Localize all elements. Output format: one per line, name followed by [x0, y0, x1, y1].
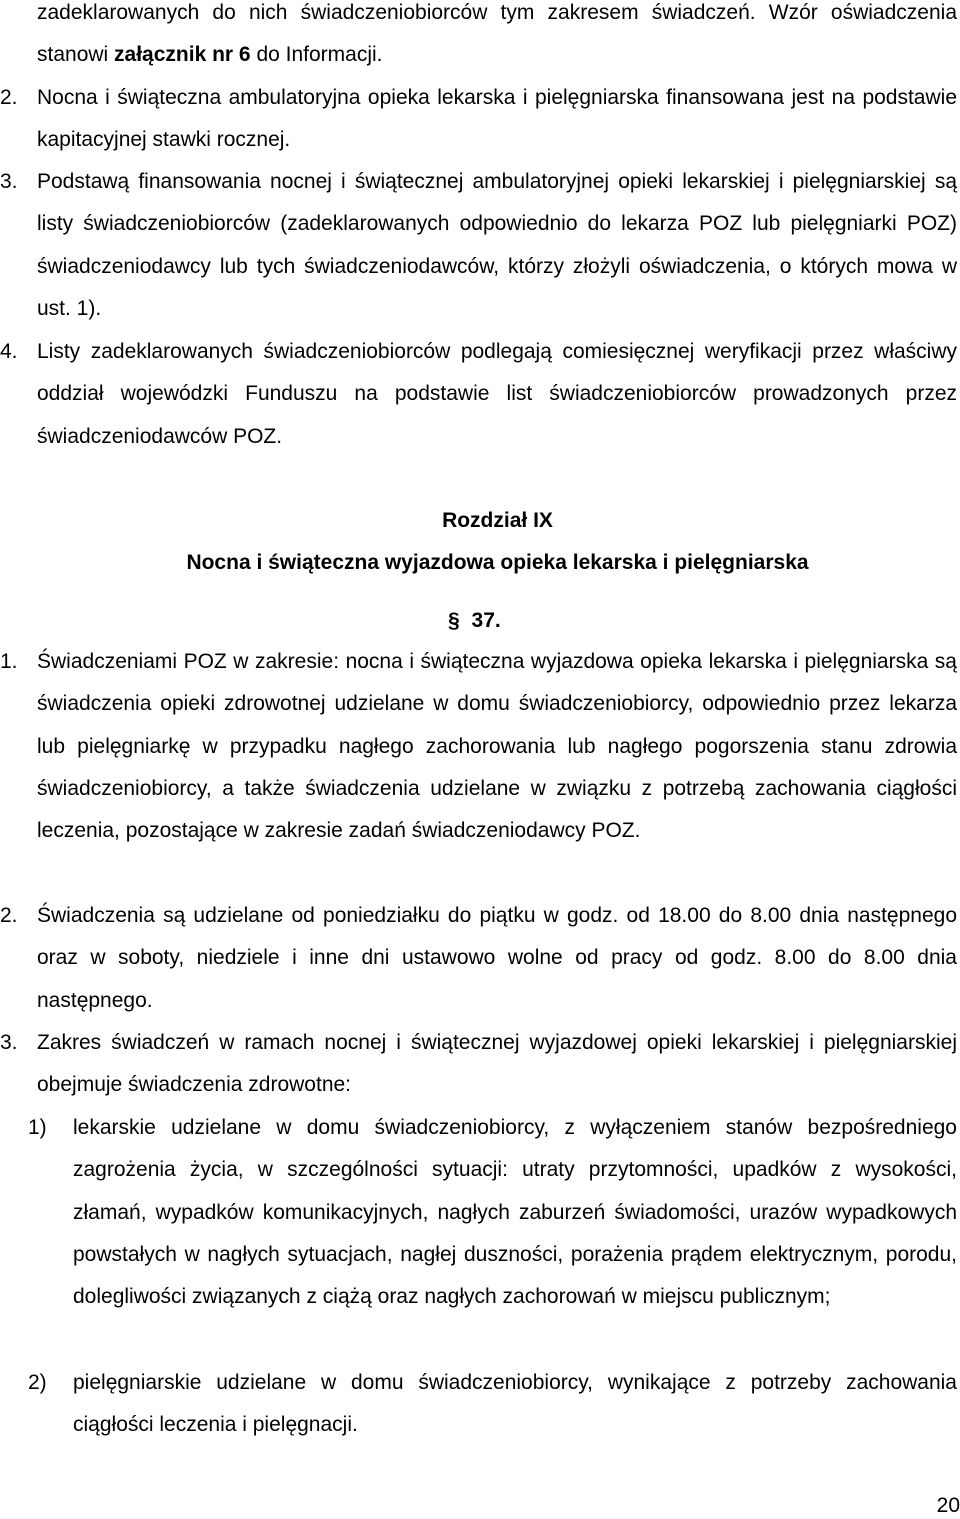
paragraph-continuation [37, 0, 957, 77]
sub-item-number: 1) [28, 1116, 47, 1139]
list-item [0, 331, 957, 458]
item-number: 1. [0, 650, 18, 673]
item-text: Zakres świadczeń w ramach nocnej i świątecznej wyjazdowej opieki lekarskiej i pielęgniarskiej obejmuje świadczenia zdrowotne: [37, 1031, 957, 1097]
page-number: 20 [936, 1494, 960, 1517]
item-number: 2. [0, 86, 18, 109]
item-text: Podstawą finansowania nocnej i świątecznej ambulatoryjnej opieki lekarskiej i pielęgniarskiej są listy świadczeniobiorców (zadeklarowanych odpowiednio do lekarza POZ lub pielęgniarki POZ) świadczeniodawcy lub tych świadczeniodawców, którzy złożyli oświadczenia, o których mowa w ust. 1). [37, 170, 957, 320]
list-item [0, 641, 957, 852]
list-item [0, 77, 957, 162]
item-text: Listy zadeklarowanych świadczeniobiorców podlegają comiesięcznej weryfikacji przez właściwy oddział wojewódzki Funduszu na podstawie list świadczeniobiorców prowadzonych przez świadczeniodawców POZ. [37, 340, 957, 448]
paragraph-text-tail: do Informacji. [250, 43, 383, 67]
item-text: Świadczenia są udzielane od poniedziałku do piątku w godz. od 18.00 do 8.00 dnia następnego oraz w soboty, niedziele i inne dni ustawowo wolne od pracy od godz. 8.00 do 8.00 dnia następnego. [37, 904, 957, 1012]
chapter-title: Rozdział IX [442, 509, 553, 532]
item-number: 3. [0, 1031, 18, 1054]
paragraph-text: zadeklarowanych do nich świadczeniobiorców tym zakresem świadczeń. Wzór oświadczenia stanowi [37, 1, 957, 67]
sub-item-number: 2) [28, 1371, 47, 1394]
list-item [0, 1022, 957, 1107]
item-text: Świadczeniami POZ w zakresie: nocna i świąteczna wyjazdowa opieka lekarska i pielęgniarska są świadczenia opieki zdrowotnej udzielane w domu świadczeniobiorcy, odpowiednio przez lekarza lub pielęgniarkę w przypadku nagłego zachorowania lub nagłego pogorszenia stanu zdrowia świadczeniobiorcy, a także świadczenia udzielane w związku z potrzebą zachowania ciągłości leczenia, pozostające w zakresie zadań świadczeniodawcy POZ. [37, 650, 957, 843]
sub-list-item [28, 1362, 957, 1447]
list-item [0, 895, 957, 1022]
item-number: 3. [0, 170, 18, 193]
section-number: 37. [471, 609, 501, 632]
chapter-subtitle: Nocna i świąteczna wyjazdowa opieka lekarska i pielęgniarska [186, 551, 809, 574]
sub-item-text: lekarskie udzielane w domu świadczeniobiorcy, z wyłączeniem stanów bezpośredniego zagrożenia życia, w szczególności sytuacji: utraty przytomności, upadków z wysokości, złamań, wypadków komunikacyjnych, nagłych zaburzeń świadomości, urazów wypadkowych powstałych w nagłych sytuacjach, nagłej duszności, porażenia prądem elektrycznym, porodu, dolegliwości związanych z ciążą oraz nagłych zachorowań w miejscu publicznym; [73, 1116, 957, 1309]
item-number: 2. [0, 904, 18, 927]
sub-list-item [28, 1107, 957, 1318]
list-item [0, 161, 957, 330]
section-sign: § [448, 609, 460, 632]
annex-reference: załącznik nr 6 [114, 43, 251, 67]
item-text: Nocna i świąteczna ambulatoryjna opieka lekarska i pielęgniarska finansowana jest na podstawie kapitacyjnej stawki rocznej. [37, 86, 957, 152]
sub-item-text: pielęgniarskie udzielane w domu świadczeniobiorcy, wynikające z potrzeby zachowania ciągłości leczenia i pielęgnacji. [73, 1371, 957, 1437]
section-heading [448, 600, 501, 642]
item-number: 4. [0, 340, 18, 363]
